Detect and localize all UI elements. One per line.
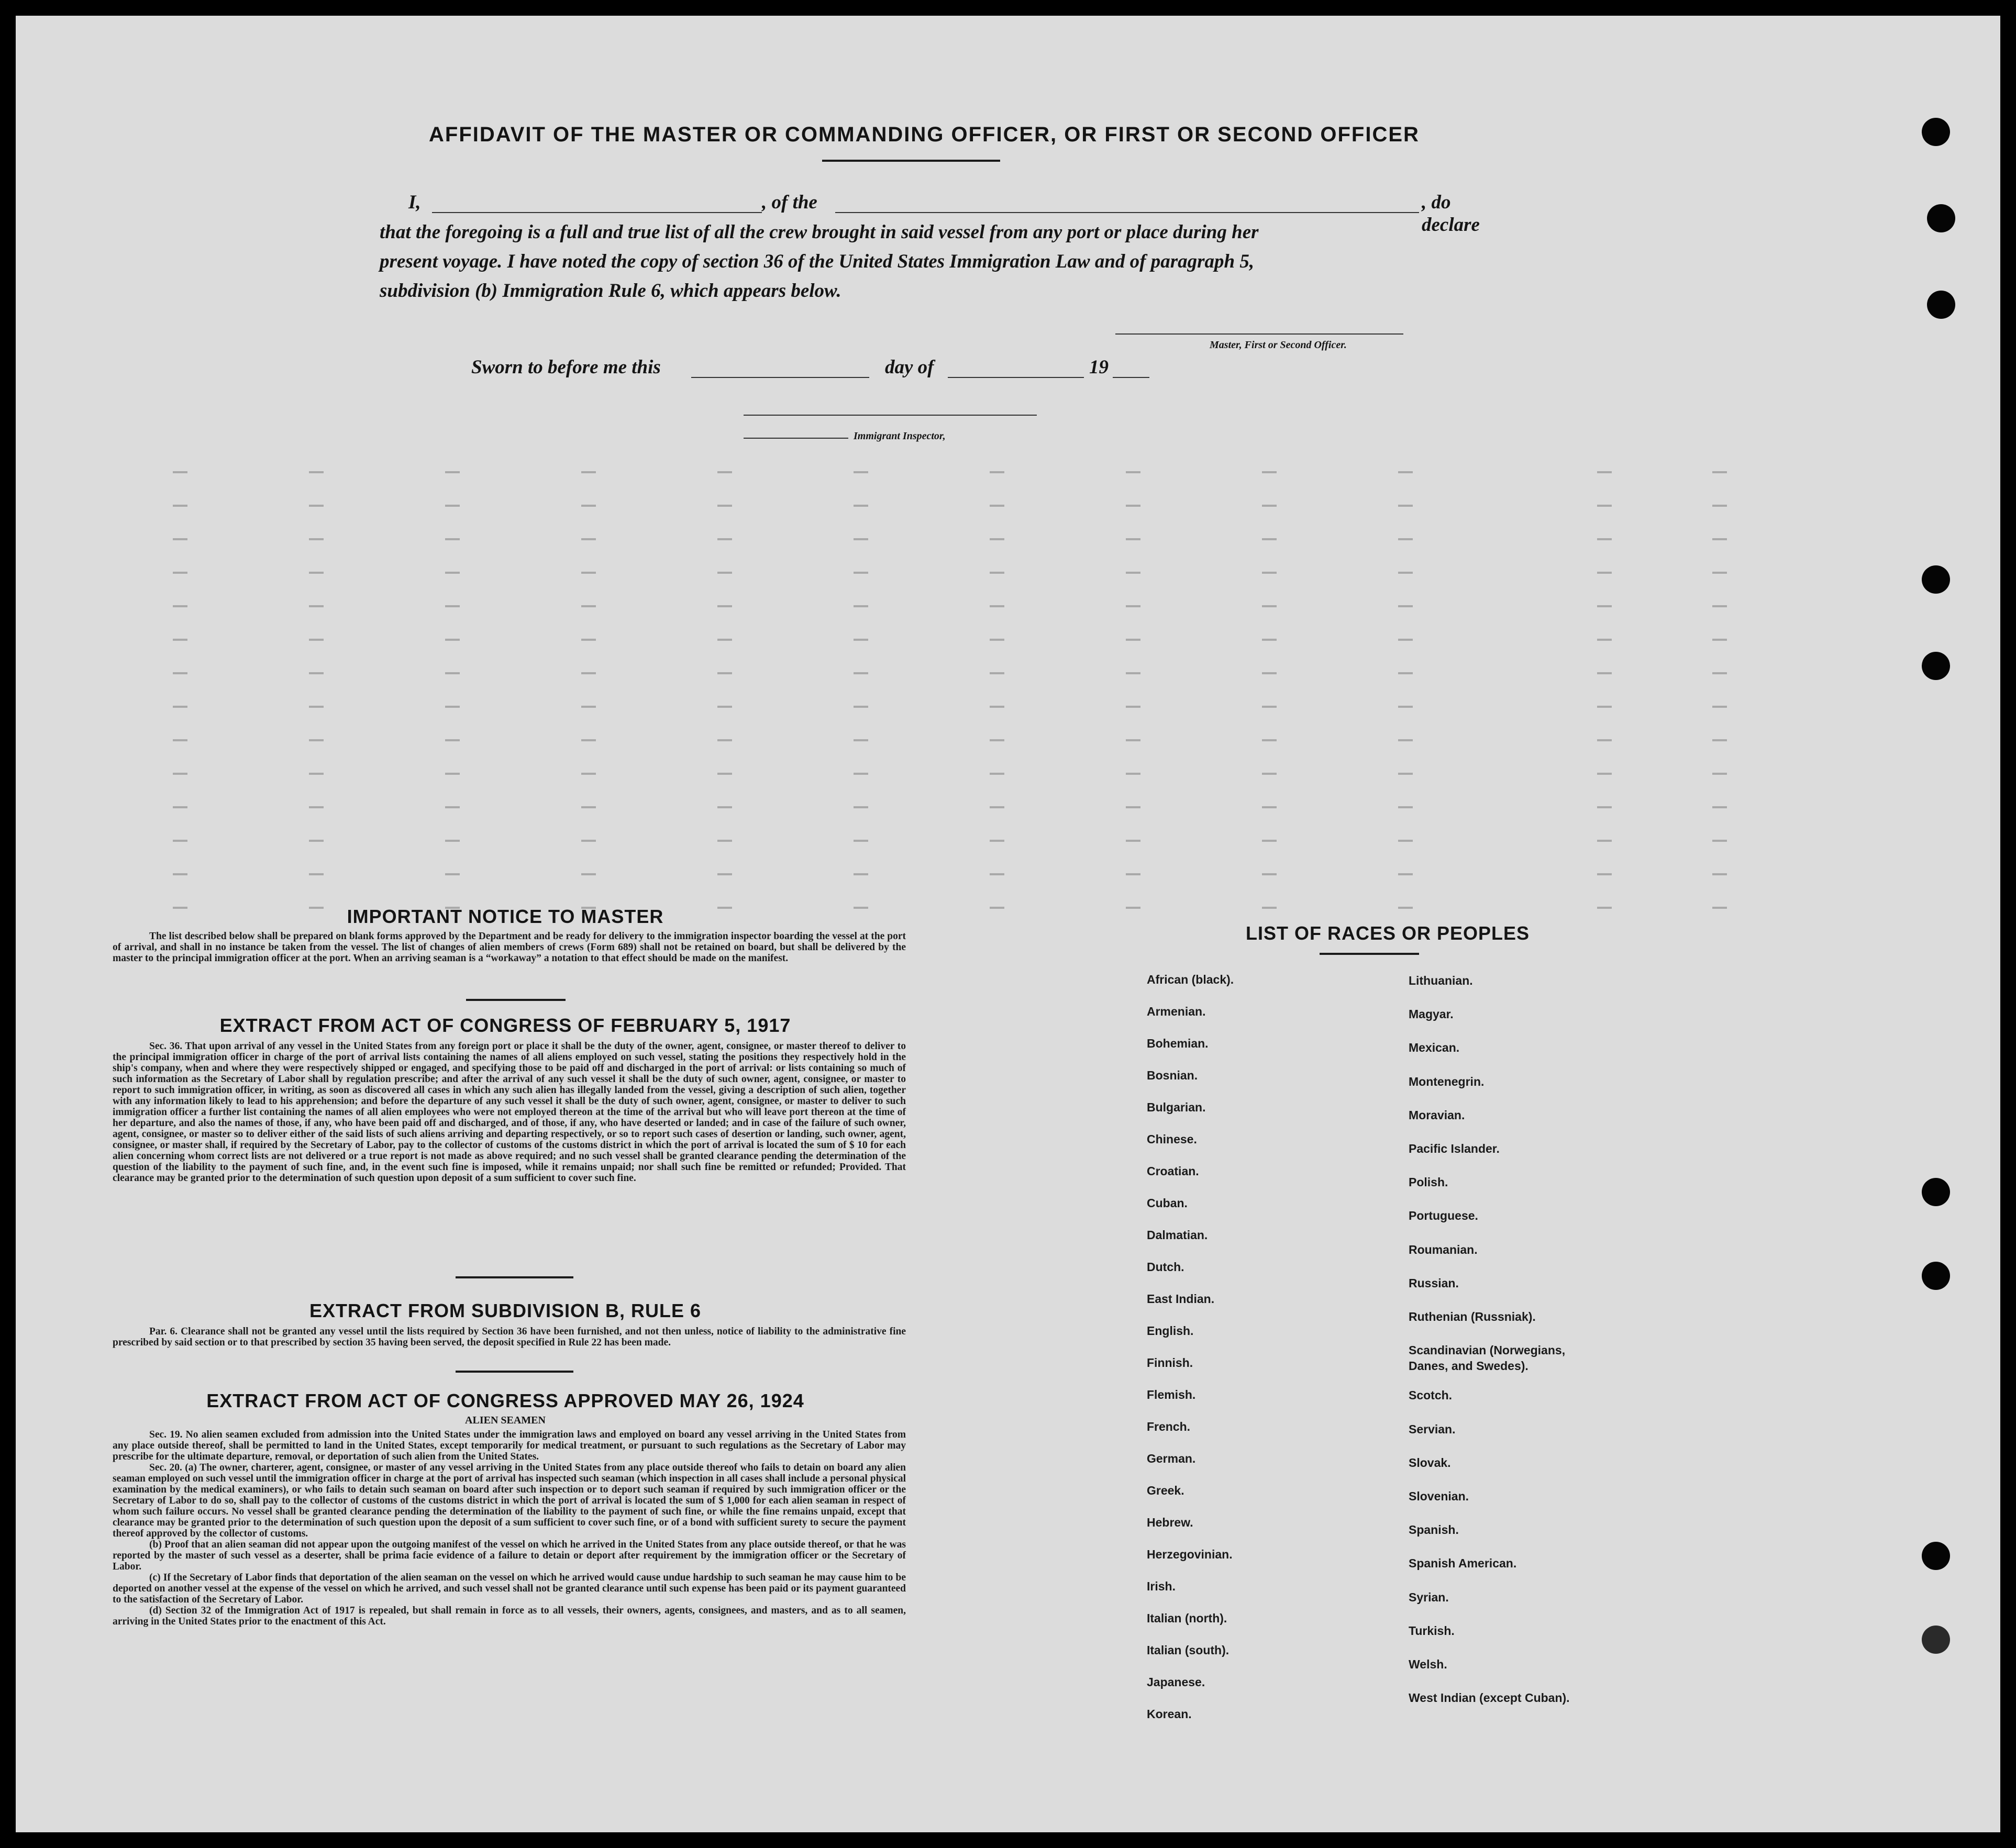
bleed-through-dash <box>854 538 868 540</box>
bleed-through-dash <box>173 639 187 641</box>
race-item: Magyar. <box>1409 1007 1454 1021</box>
bleed-through-dash <box>1597 672 1612 674</box>
bleed-through-dash <box>854 873 868 875</box>
bleed-through-dash <box>717 672 732 674</box>
bleed-through-dash <box>581 471 596 473</box>
bleed-through-dash <box>854 505 868 507</box>
bleed-through-dash <box>581 538 596 540</box>
race-item: African (black). <box>1147 973 1234 986</box>
bleed-through-dash <box>717 840 732 842</box>
signature-blank[interactable] <box>1115 333 1403 335</box>
sworn-day-of: day of <box>885 357 934 378</box>
name-blank[interactable] <box>432 212 762 213</box>
bleed-through-dash <box>445 706 460 708</box>
bleed-through-dash <box>1398 706 1413 708</box>
bleed-through-dash <box>717 538 732 540</box>
race-item: Mexican. <box>1409 1041 1460 1054</box>
race-item: French. <box>1147 1420 1191 1433</box>
sworn-year-blank[interactable] <box>1113 377 1149 378</box>
bleed-through-dash <box>1126 605 1140 607</box>
notice-divider <box>466 999 566 1001</box>
bleed-through-dash <box>309 706 324 708</box>
bleed-through-dash <box>1597 505 1612 507</box>
bleed-through-dash <box>1597 907 1612 909</box>
bleed-through-dash <box>854 471 868 473</box>
bleed-through-dash <box>1712 505 1727 507</box>
race-item: Cuban. <box>1147 1196 1188 1210</box>
bleed-through-dash <box>581 739 596 741</box>
extract-1917-divider <box>456 1276 573 1278</box>
bleed-through-dash <box>309 538 324 540</box>
bleed-through-dash <box>1398 907 1413 909</box>
bleed-through-dash <box>309 505 324 507</box>
bleed-through-dash <box>1262 471 1277 473</box>
bleed-through-dash <box>1597 773 1612 775</box>
race-item: Servian. <box>1409 1422 1456 1436</box>
bleed-through-dash <box>717 605 732 607</box>
races-title: LIST OF RACES OR PEOPLES <box>1245 922 1530 944</box>
sworn-year: 19 <box>1089 357 1109 378</box>
title-underline <box>822 160 1000 162</box>
bleed-through-dash <box>990 538 1004 540</box>
race-item: Montenegrin. <box>1409 1075 1485 1088</box>
bleed-through-dash <box>1262 572 1277 574</box>
bleed-through-dash <box>1126 806 1140 808</box>
race-item: Scandinavian (Norwegians, Danes, and Swedes). <box>1409 1343 1566 1373</box>
bleed-through-dash <box>1398 605 1413 607</box>
bleed-through-dash <box>1126 739 1140 741</box>
bleed-through-dash <box>1712 840 1727 842</box>
bleed-through-dash <box>1712 806 1727 808</box>
bleed-through-dash <box>854 773 868 775</box>
race-item: Spanish American. <box>1409 1556 1517 1570</box>
bleed-through-dash <box>717 806 732 808</box>
race-item: Bohemian. <box>1147 1037 1209 1050</box>
bleed-through-dash <box>717 706 732 708</box>
bleed-through-dash <box>1398 572 1413 574</box>
bleed-through-dash <box>1126 639 1140 641</box>
bleed-through-dash <box>445 873 460 875</box>
bleed-through-dash <box>173 706 187 708</box>
bleed-through-dash <box>1262 538 1277 540</box>
bleed-through-dash <box>445 538 460 540</box>
bleed-through-dash <box>854 806 868 808</box>
bleed-through-dash <box>1126 773 1140 775</box>
race-item: Moravian. <box>1409 1108 1465 1122</box>
extract-1924-title: EXTRACT FROM ACT OF CONGRESS APPROVED MAY 26, 1924 <box>206 1390 804 1411</box>
bleed-through-dash <box>1262 706 1277 708</box>
bleed-through-dash <box>309 605 324 607</box>
bleed-through-dash <box>1712 605 1727 607</box>
race-item: Spanish. <box>1409 1523 1459 1537</box>
race-item: Japanese. <box>1147 1675 1205 1689</box>
bleed-through-dash <box>854 672 868 674</box>
race-item: Armenian. <box>1147 1005 1206 1018</box>
bleed-through-dash <box>581 873 596 875</box>
bleed-through-dash <box>854 639 868 641</box>
race-item: Dalmatian. <box>1147 1228 1208 1242</box>
race-item: East Indian. <box>1147 1292 1215 1306</box>
sec-20a-paragraph: Sec. 20. (a) The owner, charterer, agent, consignee, or master of any vessel arriving in the United States from any place outside thereof who fails to detain on board any alien seaman employed on such vessel until the immigration officer in charge at the port of arrival has inspected such seaman (which inspection in all cases shall include a personal physical examination by the medical examiners), or who fails to detain such seaman on board after such inspection or to deport such seaman if required by such immigration officer or the Secretary of Labor to do so, shall pay to the collector of customs of the customs district in which the port of arrival is located the sum of $ 1,000 for each alien seaman in respect of whom such failure occurs. No vessel shall be granted clearance pending the determination of the liability to the payment of such fine, or while the fine remains unpaid, except that clearance may be granted prior to the determination of such question upon the deposit of a sum sufficient to cover such fine, or of a bond with sufficient surety to secure the payment thereof approved by the collector of customs. <box>113 1462 906 1539</box>
race-item: Italian (north). <box>1147 1611 1227 1625</box>
inspector-top-blank[interactable] <box>744 415 1037 416</box>
races-title-underline <box>1320 953 1419 955</box>
extract-1924-subtitle: ALIEN SEAMEN <box>465 1415 546 1426</box>
race-item: Turkish. <box>1409 1624 1455 1638</box>
sworn-line <box>471 356 1204 382</box>
race-item: Lithuanian. <box>1409 974 1473 987</box>
bleed-through-dash <box>990 672 1004 674</box>
bleed-through-dash <box>1126 572 1140 574</box>
race-item: Polish. <box>1409 1175 1448 1189</box>
extract-rule6-divider <box>456 1371 573 1373</box>
race-item: Roumanian. <box>1409 1243 1478 1256</box>
bleed-through-dash <box>173 840 187 842</box>
bleed-through-dash <box>990 739 1004 741</box>
bleed-through-dash <box>173 471 187 473</box>
race-item: Korean. <box>1147 1707 1192 1721</box>
race-item: Flemish. <box>1147 1388 1196 1401</box>
bleed-through-dash <box>717 572 732 574</box>
bleed-through-dash <box>990 706 1004 708</box>
bleed-through-dash <box>717 773 732 775</box>
bleed-through-dash <box>1262 907 1277 909</box>
bleed-through-dash <box>990 806 1004 808</box>
bleed-through-dash <box>1597 706 1612 708</box>
bleed-through-dash <box>1398 505 1413 507</box>
bleed-through-dash <box>445 806 460 808</box>
declaration-of-the: , of the <box>762 192 817 213</box>
bleed-through-dash <box>1712 773 1727 775</box>
bleed-through-dash <box>581 605 596 607</box>
declaration-line-3: present voyage. I have noted the copy of section 36 of the United States Immigration Law and of paragraph 5, <box>380 251 1255 272</box>
bleed-through-dash <box>1597 538 1612 540</box>
bleed-through-dash <box>717 739 732 741</box>
bleed-through-dash <box>1262 773 1277 775</box>
bleed-through-dash <box>173 873 187 875</box>
bleed-through-dash <box>1262 605 1277 607</box>
bleed-through-dash <box>309 639 324 641</box>
bleed-through-dash <box>1597 471 1612 473</box>
bleed-through-dash <box>854 706 868 708</box>
bleed-through-dash <box>854 572 868 574</box>
race-item: West Indian (except Cuban). <box>1409 1691 1570 1705</box>
bleed-through-dash <box>173 773 187 775</box>
bleed-through-dash <box>990 505 1004 507</box>
race-item: Irish. <box>1147 1579 1176 1593</box>
bleed-through-dash <box>1712 572 1727 574</box>
bleed-through-dash <box>1398 471 1413 473</box>
bleed-through-dash <box>717 505 732 507</box>
bleed-through-dash <box>1398 806 1413 808</box>
bleed-through-dash <box>445 672 460 674</box>
bleed-through-dash <box>854 739 868 741</box>
bleed-through-dash <box>1398 840 1413 842</box>
extract-1924-text <box>113 1429 906 1627</box>
bleed-through-dash <box>173 505 187 507</box>
inspector-signature-blank[interactable] <box>744 438 848 439</box>
bleed-through-dash <box>1398 672 1413 674</box>
bleed-through-dash <box>1262 672 1277 674</box>
bleed-through-dash <box>1126 471 1140 473</box>
declaration-do-declare: , do declare <box>1422 192 1480 236</box>
bleed-through-dash <box>581 505 596 507</box>
bleed-through-dash <box>309 471 324 473</box>
bleed-through-dash <box>309 773 324 775</box>
notice-text <box>113 931 906 964</box>
inspector-caption: Immigrant Inspector, <box>854 430 946 442</box>
bleed-through-dash <box>1126 840 1140 842</box>
race-item: Hebrew. <box>1147 1516 1193 1529</box>
bleed-through-dash <box>309 840 324 842</box>
bleed-through-dash <box>445 605 460 607</box>
bleed-through-dash <box>581 840 596 842</box>
bleed-through-dash <box>1597 840 1612 842</box>
bleed-through-dash <box>1597 739 1612 741</box>
bleed-through-dash <box>309 672 324 674</box>
bleed-through-dash <box>1126 706 1140 708</box>
race-item: Herzegovinian. <box>1147 1548 1233 1561</box>
race-item: German. <box>1147 1452 1196 1465</box>
race-item: Russian. <box>1409 1276 1459 1290</box>
race-item: Slovenian. <box>1409 1489 1469 1503</box>
bleed-through-dash <box>445 471 460 473</box>
bleed-through-dash <box>854 840 868 842</box>
bleed-through-dash <box>1398 773 1413 775</box>
bleed-through-dash <box>1262 873 1277 875</box>
race-item: Bulgarian. <box>1147 1100 1206 1114</box>
bleed-through-dash <box>1597 572 1612 574</box>
bleed-through-dash <box>990 840 1004 842</box>
race-item: Chinese. <box>1147 1132 1197 1146</box>
bleed-through-dash <box>173 572 187 574</box>
bleed-through-dash <box>1597 639 1612 641</box>
bleed-through-dash <box>1262 639 1277 641</box>
bleed-through-dash <box>1262 505 1277 507</box>
bleed-through-dash <box>1126 873 1140 875</box>
race-item: Welsh. <box>1409 1657 1447 1671</box>
extract-1917-text <box>113 1041 906 1184</box>
bleed-through-dash <box>173 672 187 674</box>
race-item: Bosnian. <box>1147 1068 1198 1082</box>
race-item: Pacific Islander. <box>1409 1142 1500 1155</box>
notice-title: IMPORTANT NOTICE TO MASTER <box>347 906 664 927</box>
bleed-through-dash <box>1398 538 1413 540</box>
bleed-through-dash <box>1398 639 1413 641</box>
bleed-through-dash <box>1712 739 1727 741</box>
bleed-through-dash <box>173 605 187 607</box>
race-item: English. <box>1147 1324 1194 1338</box>
race-item: Greek. <box>1147 1484 1184 1497</box>
bleed-through-dash <box>581 672 596 674</box>
bleed-through-dash <box>173 739 187 741</box>
race-item: Croatian. <box>1147 1164 1199 1178</box>
bleed-through-dash <box>581 773 596 775</box>
bleed-through-dash <box>581 572 596 574</box>
bleed-through-dash <box>1262 739 1277 741</box>
bleed-through-dash <box>309 806 324 808</box>
bleed-through-dash <box>581 806 596 808</box>
bleed-through-dash <box>1262 840 1277 842</box>
declaration-i: I, <box>408 192 421 213</box>
sec-20c-paragraph: (c) If the Secretary of Labor finds that deportation of the alien seaman on the vessel on which he arrived would cause undue hardship to such seaman he may cause him to be deported on another vessel at the expense of the vessel on which he arrived, and such vessel shall not be granted clearance until such expense has been paid or its payment guaranteed to the satisfaction of the Secretary of Labor. <box>113 1572 906 1605</box>
bleed-through-dash <box>1712 706 1727 708</box>
race-item: Dutch. <box>1147 1260 1184 1274</box>
bleed-through-dash <box>309 572 324 574</box>
bleed-through-dash <box>1712 672 1727 674</box>
bleed-through-dash <box>1126 538 1140 540</box>
bleed-through-dash <box>445 505 460 507</box>
extract-1917-title: EXTRACT FROM ACT OF CONGRESS OF FEBRUARY 5, 1917 <box>219 1015 791 1036</box>
bleed-through-dash <box>1712 639 1727 641</box>
race-item: Portuguese. <box>1409 1209 1478 1222</box>
notice-paragraph: The list described below shall be prepared on blank forms approved by the Department and be ready for delivery to the immigration inspector boarding the vessel at the port of arrival, and shall in no instance be taken from the vessel. The list of changes of alien members of crews (Form 689) shall not be retained on board, but shall be delivered by the master to the principal immigration officer at the port. When an arriving seaman is a “workaway” a notation to that effect should be made on the manifest. <box>113 931 906 964</box>
extract-1917-paragraph: Sec. 36. That upon arrival of any vessel in the United States from any foreign port or place it shall be the duty of the owner, agent, consignee, or master thereof to deliver to the principal immigration officer in charge of the port of arrival lists containing the names of all aliens employed on such vessel, stating the positions they respectively hold in the ship's company, when and where they were respectively shipped or engaged, and specifying those to be paid off and discharged in the port of arrival: or lists containing so much of such information as the Secretary of Labor shall by regulation prescribe; and after the arrival of any such vessel it shall be the duty of such owner, agent, consignee, or master to report to such immigration officer, in writing, as soon as discovered all cases in which any such alien has illegally landed from the vessel, giving a description of such alien, together with any information likely to lead to his apprehension; and before the departure of any such vessel it shall be the duty of such owner, agent, consignee, or master to deliver to such immigration officer a further list containing the names of all alien employees who were not employed thereon at the time of the arrival but who will leave port thereon at the time of her departure, and also the names of those, if any, who have been paid off and discharged, and of those, if any, who have deserted or landed; and in case of the failure of such owner, agent, consignee, or master so to deliver either of the said lists of such aliens arriving and departing respectively, or so to report such cases of desertion or landing, such owner, agent, consignee, or master shall, if required by the Secretary of Labor, pay to the collector of customs of the customs district in which the port of arrival is located the sum of $ 10 for each alien concerning whom correct lists are not delivered or a true report is not made as above required; and no such vessel shall be granted clearance pending the determination of the question of the liability to the payment of such fine, and, in the event such fine is imposed, while it remains unpaid; nor shall such fine be remitted or refunded; Provided. That clearance may be granted prior to the determination of such question upon deposit of a sum sufficient to cover such fine. <box>113 1041 906 1184</box>
bleed-through-dash <box>990 873 1004 875</box>
bleed-through-dash <box>1597 605 1612 607</box>
vessel-blank[interactable] <box>835 212 1419 213</box>
bleed-through-dash <box>1126 907 1140 909</box>
sec-20b-paragraph: (b) Proof that an alien seaman did not appear upon the outgoing manifest of the vessel on which he arrived in the United States from any place outside thereof, or that he was reported by the master of such vessel as a deserter, shall be prima facie evidence of a failure to detain or deport after requirement by the immigration officer or the Secretary of Labor. <box>113 1539 906 1572</box>
bleed-through-dash <box>990 907 1004 909</box>
bleed-through-dash <box>1398 739 1413 741</box>
bleed-through-dash <box>1712 907 1727 909</box>
race-item: Italian (south). <box>1147 1643 1229 1657</box>
race-item: Scotch. <box>1409 1388 1453 1402</box>
race-item: Slovak. <box>1409 1456 1451 1470</box>
bleed-through-dash <box>990 773 1004 775</box>
bleed-through-dash <box>717 873 732 875</box>
bleed-through-dash <box>1712 873 1727 875</box>
bleed-through-dash <box>1712 471 1727 473</box>
bleed-through-dash <box>581 706 596 708</box>
bleed-through-dash <box>1597 873 1612 875</box>
race-item: Ruthenian (Russniak). <box>1409 1310 1536 1323</box>
bleed-through-dash <box>445 639 460 641</box>
sec-19-paragraph: Sec. 19. No alien seamen excluded from admission into the United States under the immigration laws and employed on board any vessel arriving in the United States from any place outside thereof, shall be permitted to land in the United States, except temporarily for medical treatment, or pursuant to such regulations as the Secretary of Labor may prescribe for the ultimate departure, removal, or deportation of such alien from the United States. <box>113 1429 906 1462</box>
bleed-through-dash <box>990 572 1004 574</box>
bleed-through-dash <box>445 773 460 775</box>
sworn-day-blank[interactable] <box>691 377 869 378</box>
race-item: Finnish. <box>1147 1356 1193 1370</box>
bleed-through-dash <box>1262 806 1277 808</box>
bleed-through-dash <box>309 739 324 741</box>
bleed-through-dash <box>717 471 732 473</box>
sworn-month-blank[interactable] <box>948 377 1084 378</box>
bleed-through-dash <box>1712 538 1727 540</box>
bleed-through-dash <box>173 806 187 808</box>
bleed-through-dash <box>1126 672 1140 674</box>
race-item: Syrian. <box>1409 1590 1449 1604</box>
extract-rule6-text <box>113 1326 906 1348</box>
bleed-through-dash <box>717 639 732 641</box>
bleed-through-dash <box>1597 806 1612 808</box>
bleed-through-dash <box>1126 505 1140 507</box>
bleed-through-dash <box>445 739 460 741</box>
bleed-through-dash <box>990 471 1004 473</box>
bleed-through-dash <box>1398 873 1413 875</box>
declaration-line-2: that the foregoing is a full and true list of all the crew brought in said vessel from any port or place during her <box>380 221 1259 243</box>
declaration-line-4: subdivision (b) Immigration Rule 6, which appears below. <box>380 280 841 302</box>
signature-caption: Master, First or Second Officer. <box>1210 339 1347 351</box>
bleed-through-dash <box>990 639 1004 641</box>
extract-rule6-paragraph: Par. 6. Clearance shall not be granted any vessel until the lists required by Section 36 have been furnished, and not then unless, notice of liability to the administrative fine prescribed by said section or to that prescribed by section 35 having been served, the deposit specified in Rule 22 has been made. <box>113 1326 906 1348</box>
bleed-through-dash <box>173 538 187 540</box>
affidavit-title: AFFIDAVIT OF THE MASTER OR COMMANDING OFFICER, OR FIRST OR SECOND OFFICER <box>429 123 1420 146</box>
document-page <box>16 16 2000 1832</box>
sworn-prefix: Sworn to before me this <box>471 357 661 378</box>
bleed-through-dash <box>445 840 460 842</box>
bleed-through-dash <box>445 572 460 574</box>
extract-rule6-title: EXTRACT FROM SUBDIVISION B, RULE 6 <box>309 1300 702 1321</box>
sec-20d-paragraph: (d) Section 32 of the Immigration Act of 1917 is repealed, but shall remain in force as to all vessels, their owners, agents, consignees, and masters, and as to all seamen, arriving in the United States prior to the enactment of this Act. <box>113 1605 906 1627</box>
bleed-through-dash <box>854 605 868 607</box>
bleed-through-dash <box>309 873 324 875</box>
bleed-through-dash <box>990 605 1004 607</box>
bleed-through-dash <box>581 639 596 641</box>
